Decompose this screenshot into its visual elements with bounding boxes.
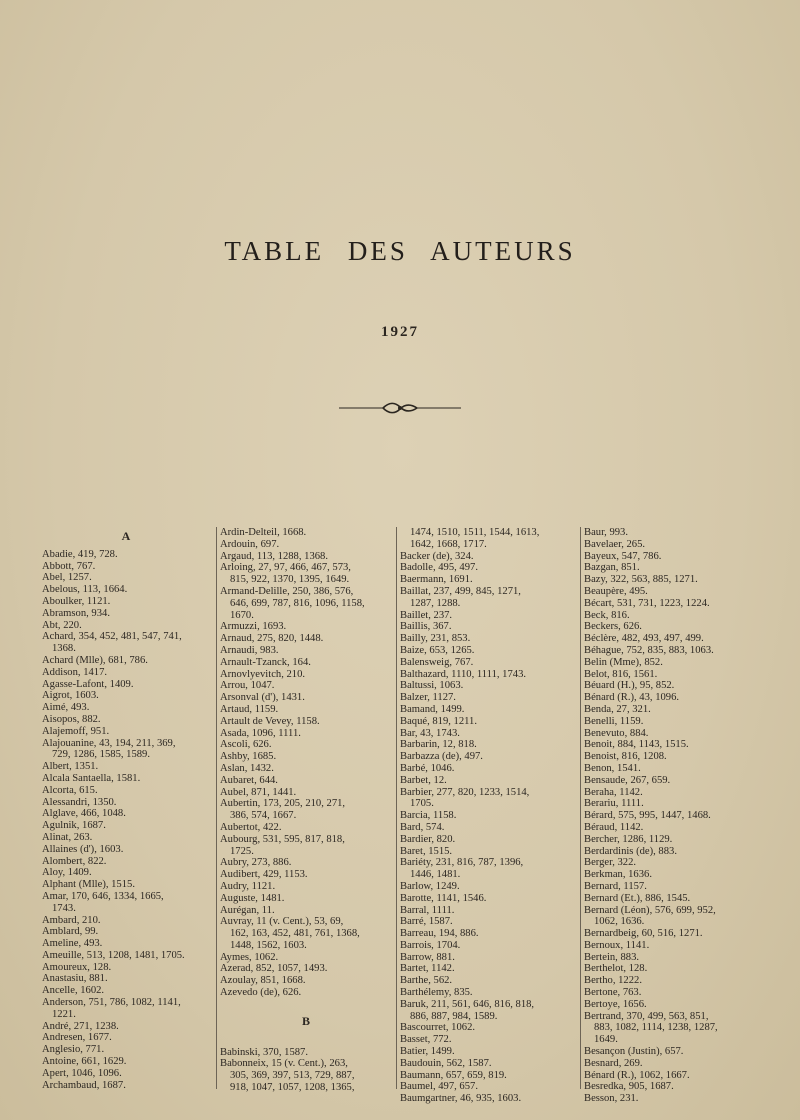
index-column-2 [220, 527, 392, 1094]
index-entry: Azevedo (de), 626. [220, 987, 302, 999]
index-entry: Barbazza (de), 497. [400, 751, 483, 763]
index-entry-continuation: 1062, 1636. [594, 916, 645, 928]
index-entry: Besredka, 905, 1687. [584, 1081, 674, 1093]
index-entry: Bascourret, 1062. [400, 1022, 476, 1034]
index-entry: Armuzzi, 1693. [220, 621, 287, 633]
index-entry: Baillat, 237, 499, 845, 1271, [400, 585, 521, 597]
index-entry-continuation: 386, 574, 1667. [230, 810, 297, 822]
index-entry: Ardin-Delteil, 1668. [220, 527, 307, 538]
index-entry: Baqué, 819, 1211. [400, 715, 477, 727]
index-entry: Baillis, 367. [400, 621, 452, 633]
column-rule [580, 527, 581, 1089]
index-entry: Basset, 772. [400, 1034, 452, 1046]
index-entry: Beck, 816. [584, 609, 630, 621]
index-entry: Alcala Santaella, 1581. [42, 772, 141, 784]
index-entry: Bernard (Léon), 576, 699, 952, [584, 904, 716, 916]
index-entry: Anglesio, 771. [42, 1044, 105, 1056]
index-entry-continuation: 1287, 1288. [410, 597, 461, 609]
index-entry: Benda, 27, 321. [584, 703, 651, 715]
index-entry: Berariu, 1111. [584, 798, 644, 810]
index-entry: Bertone, 763. [584, 987, 642, 999]
index-entry: Aisopos, 882. [42, 713, 101, 725]
index-entry: Bavelaer, 265. [584, 538, 646, 550]
index-entry: Barré, 1587. [400, 916, 453, 928]
index-entry: Aboulker, 1121. [42, 595, 111, 607]
index-entry: Ameuille, 513, 1208, 1481, 1705. [42, 949, 185, 961]
index-entry: Barotte, 1141, 1546. [400, 892, 487, 904]
index-entry: Aubry, 273, 886. [220, 857, 292, 869]
index-entry: Aurégan, 11. [220, 904, 275, 916]
index-entry: Abt, 220. [42, 619, 82, 631]
index-entry: Baumgartner, 46, 935, 1603. [400, 1093, 522, 1105]
index-entry: Baumann, 657, 659, 819. [400, 1069, 507, 1081]
index-entry: Ancelle, 1602. [42, 985, 105, 997]
index-entry: Barbier, 277, 820, 1233, 1514, [400, 786, 530, 798]
index-entry: Alajouanine, 43, 194, 211, 369, [42, 737, 176, 749]
index-entry: Bérard, 575, 995, 1447, 1468. [584, 810, 711, 822]
index-entry: Armand-Delille, 250, 386, 576, [220, 585, 354, 597]
index-entry: Ambard, 210. [42, 914, 101, 926]
index-column-4 [584, 527, 784, 1105]
index-entry: Bardier, 820. [400, 833, 456, 845]
index-entry: Antoine, 661, 1629. [42, 1056, 127, 1068]
index-entry: Abbott, 767. [42, 560, 96, 572]
index-entry: Baltussi, 1063. [400, 680, 464, 692]
index-entry: Barrow, 881. [400, 951, 455, 963]
index-entry: Andresen, 1677. [42, 1032, 112, 1044]
index-entry: Bertrand, 370, 499, 563, 851, [584, 1010, 709, 1022]
index-entry: Besnard, 269. [584, 1057, 643, 1069]
index-entry: Barral, 1111. [400, 904, 455, 916]
section-letter: A [121, 529, 131, 543]
index-column-1 [42, 527, 210, 1091]
index-entry-continuation: 1670. [230, 609, 254, 621]
index-entry: Arloing, 27, 97, 466, 467, 573, [220, 562, 351, 574]
index-entry: Addison, 1417. [42, 666, 108, 678]
index-entry-continuation: 1705. [410, 798, 434, 810]
index-entry: Berthelot, 128. [584, 963, 648, 975]
index-entry: Bensaude, 267, 659. [584, 774, 671, 786]
index-entry: Bar, 43, 1743. [400, 727, 460, 739]
index-entry: Backer (de), 324. [400, 550, 474, 562]
index-entry: Bernard, 1157. [584, 880, 647, 892]
index-entry: Alcorta, 615. [42, 784, 98, 796]
index-entry: Aimé, 493. [42, 702, 90, 714]
index-entry: Apert, 1046, 1096. [42, 1067, 122, 1079]
index-entry-continuation: 1743. [52, 902, 76, 914]
index-entry: Arrou, 1047. [220, 680, 275, 692]
index-entry: Abadie, 419, 728. [42, 548, 118, 560]
index-entry-continuation: 1474, 1510, 1511, 1544, 1613, [410, 527, 540, 538]
index-entry: Aubel, 871, 1441. [220, 786, 297, 798]
index-entry: Bazy, 322, 563, 885, 1271. [584, 574, 698, 586]
index-entry: Agasse-Lafont, 1409. [42, 678, 134, 690]
index-entry: Benoit, 884, 1143, 1515. [584, 739, 689, 751]
index-entry: Bercher, 1286, 1129. [584, 833, 673, 845]
index-entry: Barlow, 1249. [400, 880, 460, 892]
index-entry: Ardouin, 697. [220, 538, 280, 550]
index-entry: Azerad, 852, 1057, 1493. [220, 963, 328, 975]
index-entry: Anastasiu, 881. [42, 973, 108, 985]
index-entry: Arnovlyevitch, 210. [220, 668, 306, 680]
index-entry: Béraud, 1142. [584, 821, 644, 833]
index-entry-continuation: 883, 1082, 1114, 1238, 1287, [594, 1022, 718, 1034]
index-entry: Baruk, 211, 561, 646, 816, 818, [400, 998, 535, 1010]
index-entry: Anderson, 751, 786, 1082, 1141, [42, 997, 181, 1009]
index-entry: Abramson, 934. [42, 607, 110, 619]
index-entry: Baur, 993. [584, 527, 629, 538]
index-entry: Bazgan, 851. [584, 562, 640, 574]
index-entry: Beaupère, 495. [584, 585, 648, 597]
index-entry-continuation: 815, 922, 1370, 1395, 1649. [230, 574, 350, 586]
index-entry: Benevuto, 884. [584, 727, 649, 739]
index-entry: Barbé, 1046. [400, 762, 455, 774]
index-entry-continuation: 162, 163, 452, 481, 761, 1368, [230, 928, 360, 940]
index-entry: Bailly, 231, 853. [400, 633, 471, 645]
index-entry: Barreau, 194, 886. [400, 928, 479, 940]
index-entry-continuation: 1446, 1481. [410, 869, 461, 881]
index-entry: Beraha, 1142. [584, 786, 643, 798]
index-entry: Aubourg, 531, 595, 817, 818, [220, 833, 345, 845]
index-entry: Arsonval (d'), 1431. [220, 692, 305, 704]
index-entry: Artault de Vevey, 1158. [220, 715, 320, 727]
index-entry: Bernoux, 1141. [584, 939, 650, 951]
index-entry: Abel, 1257. [42, 572, 92, 584]
index-entry: Argaud, 113, 1288, 1368. [220, 550, 328, 562]
index-entry: Bertoye, 1656. [584, 998, 647, 1010]
page-title: TABLE DES AUTEURS [224, 236, 576, 266]
index-entry: Bertein, 883. [584, 951, 640, 963]
index-entry: Babinski, 370, 1587. [220, 1046, 308, 1058]
index-entry: Besson, 231. [584, 1093, 639, 1105]
index-entry: Asada, 1096, 1111. [220, 727, 301, 739]
index-entry: Bénard (R.), 43, 1096. [584, 692, 680, 704]
index-entry: Alphant (Mlle), 1515. [42, 879, 135, 891]
index-entry: Arnault-Tzanck, 164. [220, 656, 311, 668]
index-entry: Barthélemy, 835. [400, 987, 473, 999]
index-entry: Audry, 1121. [220, 880, 276, 892]
index-entry: Aigrot, 1603. [42, 690, 99, 702]
index-entry: Balzer, 1127. [400, 692, 456, 704]
index-entry: Batier, 1499. [400, 1046, 455, 1058]
index-entry-continuation: 1649. [594, 1034, 618, 1046]
section-letter: B [301, 1013, 310, 1028]
index-entry: Allaines (d'), 1603. [42, 843, 124, 855]
index-entry: Bécart, 531, 731, 1223, 1224. [584, 597, 710, 609]
index-entry: Barcia, 1158. [400, 810, 457, 822]
index-entry: Babonneix, 15 (v. Cent.), 263, [220, 1058, 348, 1070]
index-entry: Bayeux, 547, 786. [584, 550, 662, 562]
index-entry: Ascoli, 626. [220, 739, 272, 751]
index-entry-continuation: 1448, 1562, 1603. [230, 939, 307, 951]
index-entry: Aubaret, 644. [220, 774, 278, 786]
index-entry: Besançon (Justin), 657. [584, 1046, 684, 1058]
index-entry: Auguste, 1481. [220, 892, 285, 904]
index-entry: Ashby, 1685. [220, 751, 277, 763]
index-entry-continuation: 646, 699, 787, 816, 1096, 1158, [230, 597, 365, 609]
index-entry: Amblard, 99. [42, 926, 99, 938]
index-entry: Barrois, 1704. [400, 939, 461, 951]
column-rule [396, 527, 397, 1089]
index-entry: Aubertin, 173, 205, 210, 271, [220, 798, 346, 810]
index-entry-continuation: 305, 369, 397, 513, 729, 887, [230, 1070, 355, 1082]
index-entry-continuation: 886, 887, 984, 1589. [410, 1010, 498, 1022]
index-entry-continuation: 1221. [52, 1008, 76, 1020]
index-entry: Alinat, 263. [42, 831, 93, 843]
index-entry: Belin (Mme), 852. [584, 656, 663, 668]
index-entry: Baudouin, 562, 1587. [400, 1057, 492, 1069]
index-entry: Achard, 354, 452, 481, 547, 741, [42, 631, 182, 643]
index-entry: Bard, 574. [400, 821, 445, 833]
index-entry: Bernardbeig, 60, 516, 1271. [584, 928, 703, 940]
column-rule [216, 527, 217, 1089]
index-entry: Aubertot, 422. [220, 821, 282, 833]
index-entry: Arnaudi, 983. [220, 644, 279, 656]
index-entry: Alessandri, 1350. [42, 796, 117, 808]
index-entry: Audibert, 429, 1153. [220, 869, 308, 881]
index-entry: Amoureux, 128. [42, 961, 112, 973]
index-entry-continuation: 918, 1047, 1057, 1208, 1365, [230, 1082, 355, 1094]
index-entry: Alajemoff, 951. [42, 725, 110, 737]
index-entry: Beckers, 626. [584, 621, 642, 633]
index-entry: Béclère, 482, 493, 497, 499. [584, 633, 704, 645]
index-entry: Albert, 1351. [42, 761, 99, 773]
index-entry: Baermann, 1691. [400, 574, 473, 586]
index-entry: Baillet, 237. [400, 609, 453, 621]
index-entry: Amar, 170, 646, 1334, 1665, [42, 890, 164, 902]
index-column-3 [400, 527, 580, 1105]
index-entry: Berdardinis (de), 883. [584, 845, 677, 857]
index-entry: Alglave, 466, 1048. [42, 808, 126, 820]
index-entry: Benoist, 816, 1208. [584, 751, 667, 763]
ornament-divider [337, 399, 463, 417]
index-entry: Bartet, 1142. [400, 963, 455, 975]
index-entry-continuation: 729, 1286, 1585, 1589. [52, 749, 150, 761]
index-entry: Arnaud, 275, 820, 1448. [220, 633, 324, 645]
index-entry: Abelous, 113, 1664. [42, 584, 128, 596]
index-entry-continuation: 1725. [230, 845, 254, 857]
index-entry: Béuard (H.), 95, 852. [584, 680, 675, 692]
index-entry: Balensweig, 767. [400, 656, 474, 668]
index-entry: Belot, 816, 1561. [584, 668, 658, 680]
index-entry: Auvray, 11 (v. Cent.), 53, 69, [220, 916, 344, 928]
index-entry: André, 271, 1238. [42, 1020, 119, 1032]
index-entry: Azoulay, 851, 1668. [220, 975, 306, 987]
index-entry: Bertho, 1222. [584, 975, 642, 987]
index-entry: Berkman, 1636. [584, 869, 652, 881]
index-entry: Barthe, 562. [400, 975, 453, 987]
index-entry: Bernard (Et.), 886, 1545. [584, 892, 691, 904]
index-entry: Béhague, 752, 835, 883, 1063. [584, 644, 714, 656]
index-entry-continuation: 1642, 1668, 1717. [410, 538, 487, 550]
index-entry: Baize, 653, 1265. [400, 644, 475, 656]
index-entry: Benon, 1541. [584, 762, 641, 774]
index-entry: Baumel, 497, 657. [400, 1081, 478, 1093]
index-entry: Bariéty, 231, 816, 787, 1396, [400, 857, 524, 869]
index-entry: Achard (Mlle), 681, 786. [42, 654, 148, 666]
index-entry: Bénard (R.), 1062, 1667. [584, 1069, 690, 1081]
index-entry: Balthazard, 1110, 1111, 1743. [400, 668, 527, 680]
index-entry: Berger, 322. [584, 857, 637, 869]
index-entry: Aslan, 1432. [220, 762, 274, 774]
index-entry: Ameline, 493. [42, 938, 103, 950]
index-entry: Alombert, 822. [42, 855, 107, 867]
page-year: 1927 [381, 324, 419, 340]
index-entry: Archambaud, 1687. [42, 1079, 126, 1091]
index-entry: Baret, 1515. [400, 845, 453, 857]
index-entry-continuation: 1368. [52, 643, 76, 655]
index-entry: Artaud, 1159. [220, 703, 279, 715]
index-entry: Barbarin, 12, 818. [400, 739, 477, 751]
index-entry: Aloy, 1409. [42, 867, 92, 879]
index-entry: Barbet, 12. [400, 774, 447, 786]
index-entry: Aymes, 1062. [220, 951, 279, 963]
index-entry: Agulnik, 1687. [42, 820, 106, 832]
index-entry: Badolle, 495, 497. [400, 562, 478, 574]
index-entry: Benelli, 1159. [584, 715, 644, 727]
index-entry: Bamand, 1499. [400, 703, 465, 715]
